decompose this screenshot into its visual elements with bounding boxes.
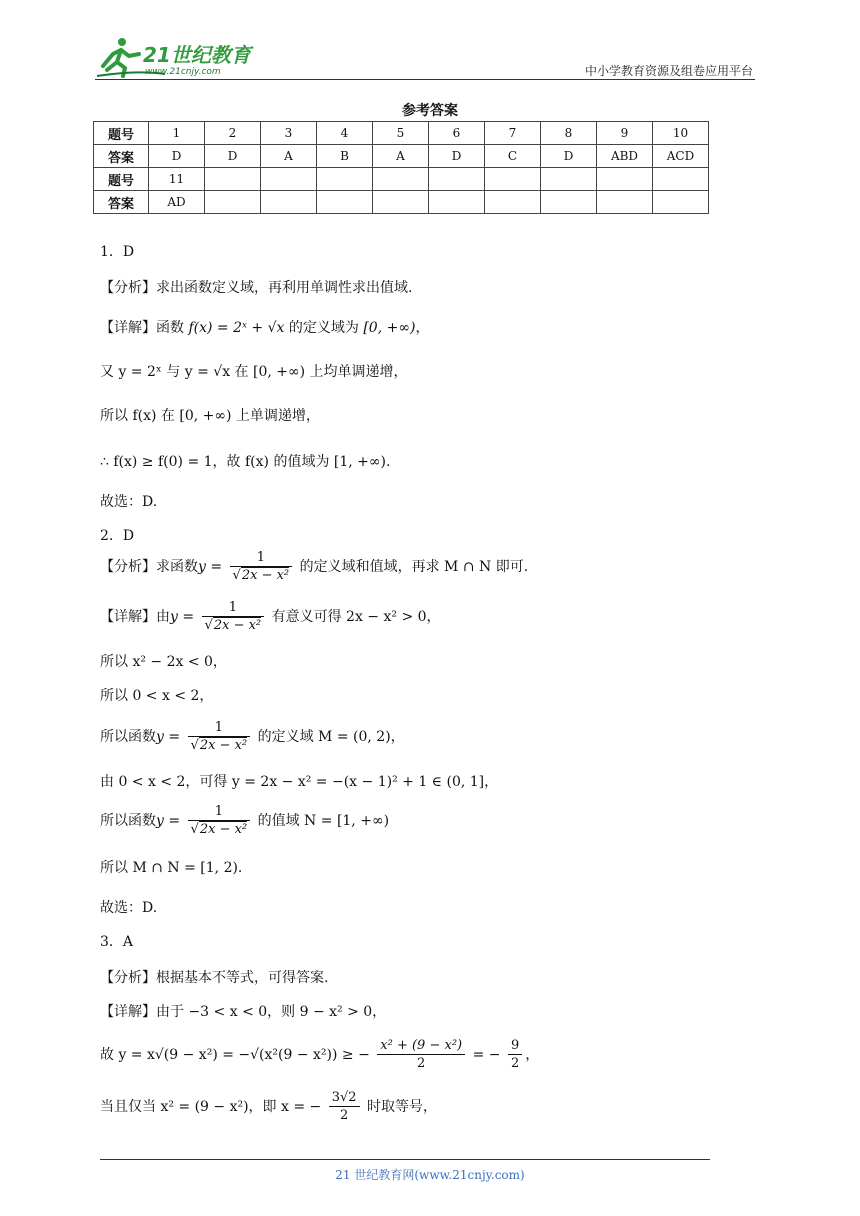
table-cell: 9	[597, 122, 653, 145]
logo-text: 21世纪教育	[143, 43, 251, 67]
table-cell: 6	[429, 122, 485, 145]
q1-formula: f(x) = 2ˣ + √x	[188, 320, 285, 336]
table-cell: 10	[653, 122, 709, 145]
runner-logo-icon	[95, 36, 265, 78]
table-cell	[317, 168, 373, 191]
table-row	[94, 191, 709, 214]
table-cell	[597, 191, 653, 214]
table-cell	[653, 168, 709, 191]
row-label: 答案	[94, 191, 149, 214]
q2-detail: 【详解】由y = $\frac{1}{\text{√2x − x²}}$ 有意义可得 2x − x² > 0，	[100, 600, 441, 633]
fraction	[377, 1038, 465, 1072]
fraction-numerator: 1	[228, 600, 237, 615]
q2-analysis: 【分析】求函数y = $\frac{1}{\text{√2x − x²}}$ 的定义域和值域，再求 M ∩ N 即可.	[100, 550, 529, 583]
fraction-denominator: 2	[508, 1054, 522, 1072]
table-cell	[261, 191, 317, 214]
table-row	[94, 168, 709, 191]
fraction-denominator: √2x − x²	[230, 566, 293, 584]
table-cell	[205, 168, 261, 191]
q3-line2	[100, 1038, 539, 1072]
q2-line6-suffix: 的值域 N = [1, +∞)	[257, 813, 390, 829]
table-cell: D	[149, 145, 205, 168]
table-cell: 4	[317, 122, 373, 145]
table-row	[94, 145, 709, 168]
table-cell	[653, 191, 709, 214]
q1-domain: [0, +∞)	[363, 320, 416, 336]
q2-heading: 2．D	[100, 528, 135, 544]
fraction	[188, 804, 251, 838]
q2-analysis-prefix: 【分析】求函数	[100, 559, 198, 575]
radicand: 2x − x²	[199, 738, 248, 753]
footer-link[interactable]: 21 世纪教育网(www.21cnjy.com)	[335, 1168, 525, 1182]
fraction	[188, 720, 251, 754]
q2-line5: 由 0 < x < 2，可得 y = 2x − x² = −(x − 1)² + 1 ∈ (0, 1]，	[100, 774, 499, 790]
table-cell	[485, 191, 541, 214]
radicand: 2x − x²	[213, 618, 262, 633]
q2-line2: 所以 x² − 2x < 0，	[100, 654, 227, 670]
q3-line3-suffix: 时取等号，	[367, 1099, 437, 1115]
table-cell: B	[317, 145, 373, 168]
table-cell	[485, 168, 541, 191]
fraction	[329, 1090, 360, 1124]
fraction-denominator: √2x − x²	[188, 736, 251, 754]
header-divider	[95, 79, 755, 80]
q1-line3: 所以 f(x) 在 [0, +∞) 上单调递增，	[100, 408, 320, 424]
q1-line4: ∴ f(x) ≥ f(0) = 1，故 f(x) 的值域为 [1, +∞).	[100, 454, 391, 470]
q2-line6: 所以函数y = $\frac{1}{\text{√2x − x²}}$ 的值域 N = [1, +∞)	[100, 804, 390, 837]
table-cell	[597, 168, 653, 191]
table-cell	[429, 191, 485, 214]
row-label: 答案	[94, 145, 149, 168]
footer-divider	[100, 1159, 710, 1160]
q3-line3	[100, 1090, 437, 1124]
table-cell: 7	[485, 122, 541, 145]
q2-line3: 所以 0 < x < 2，	[100, 688, 214, 704]
table-cell	[261, 168, 317, 191]
table-cell: 8	[541, 122, 597, 145]
row-label: 题号	[94, 122, 149, 145]
platform-name: 中小学教育资源及组卷应用平台	[584, 64, 753, 78]
table-cell	[317, 191, 373, 214]
q3-analysis: 【分析】根据基本不等式，可得答案.	[100, 970, 329, 986]
table-cell: A	[261, 145, 317, 168]
table-cell: C	[485, 145, 541, 168]
q3-heading: 3．A	[100, 934, 134, 950]
fraction	[202, 600, 265, 634]
radicand: 2x − x²	[199, 822, 248, 837]
q2-line4: 所以函数y = $\frac{1}{\text{√2x − x²}}$ 的定义域 M = (0, 2)，	[100, 720, 405, 753]
q3-line2-prefix: 故 y = x√(9 − x²) = −√(x²(9 − x²)) ≥ −	[100, 1047, 370, 1063]
table-cell: 11	[149, 168, 205, 191]
logo-url: www.21cnjy.com	[145, 67, 221, 77]
table-cell: D	[541, 145, 597, 168]
fraction-numerator: 1	[256, 550, 265, 565]
table-cell: 2	[205, 122, 261, 145]
table-cell	[541, 191, 597, 214]
q2-line6-prefix: 所以函数	[100, 813, 156, 829]
table-cell	[205, 191, 261, 214]
fraction-denominator: √2x − x²	[202, 616, 265, 634]
table-cell	[373, 191, 429, 214]
site-logo[interactable]	[95, 36, 265, 78]
table-cell	[373, 168, 429, 191]
q1-line2: 又 y = 2ˣ 与 y = √x 在 [0, +∞) 上均单调递增，	[100, 364, 408, 380]
table-cell: ABD	[597, 145, 653, 168]
q1-detail-prefix: 【详解】函数	[100, 320, 184, 336]
fraction	[508, 1038, 522, 1072]
answer-table	[93, 121, 709, 214]
q1-analysis: 【分析】求出函数定义域，再利用单调性求出值域.	[100, 280, 413, 296]
q3-line3-prefix: 当且仅当 x² = (9 − x²)，即 x = −	[100, 1099, 322, 1115]
table-cell: ACD	[653, 145, 709, 168]
q2-detail-prefix: 【详解】由	[100, 609, 170, 625]
q2-analysis-suffix: 的定义域和值域，再求 M ∩ N 即可.	[299, 559, 529, 575]
fraction-denominator: 2	[329, 1106, 360, 1124]
q2-choose: 故选：D.	[100, 900, 158, 916]
table-cell	[429, 168, 485, 191]
table-cell: A	[373, 145, 429, 168]
q2-detail-suffix: 有意义可得 2x − x² > 0，	[271, 609, 441, 625]
q3-line2-suffix: ，	[525, 1047, 540, 1063]
table-cell: 5	[373, 122, 429, 145]
fraction-numerator: 9	[510, 1038, 520, 1053]
fraction-numerator: 1	[214, 804, 223, 819]
table-cell: D	[429, 145, 485, 168]
fraction-denominator: 2	[377, 1054, 465, 1072]
q1-detail-suffix: 的定义域为	[288, 320, 359, 336]
table-cell: AD	[149, 191, 205, 214]
fraction-denominator: √2x − x²	[188, 820, 251, 838]
page-header	[95, 36, 755, 81]
q1-choose: 故选：D.	[100, 494, 158, 510]
fraction-numerator: 3√2	[331, 1090, 357, 1105]
table-cell: D	[205, 145, 261, 168]
table-cell: 3	[261, 122, 317, 145]
fraction-numerator: 1	[214, 720, 223, 735]
row-label: 题号	[94, 168, 149, 191]
q2-line7: 所以 M ∩ N = [1, 2).	[100, 860, 243, 876]
q1-heading: 1．D	[100, 244, 135, 260]
answer-title: 参考答案	[402, 103, 458, 119]
q2-line4-prefix: 所以函数	[100, 729, 156, 745]
q3-detail: 【详解】由于 −3 < x < 0，则 9 − x² > 0，	[100, 1004, 387, 1020]
table-row	[94, 122, 709, 145]
fraction-numerator: x² + (9 − x²)	[380, 1038, 463, 1053]
radicand: 2x − x²	[241, 568, 290, 583]
q3-line2-mid: = −	[472, 1047, 501, 1063]
table-cell	[541, 168, 597, 191]
fraction	[230, 550, 293, 584]
table-cell: 1	[149, 122, 205, 145]
q1-detail: 【详解】函数 f(x) = 2ˣ + √x 的定义域为 [0, +∞)，	[100, 320, 430, 336]
q2-line4-suffix: 的定义域 M = (0, 2)，	[257, 729, 405, 745]
